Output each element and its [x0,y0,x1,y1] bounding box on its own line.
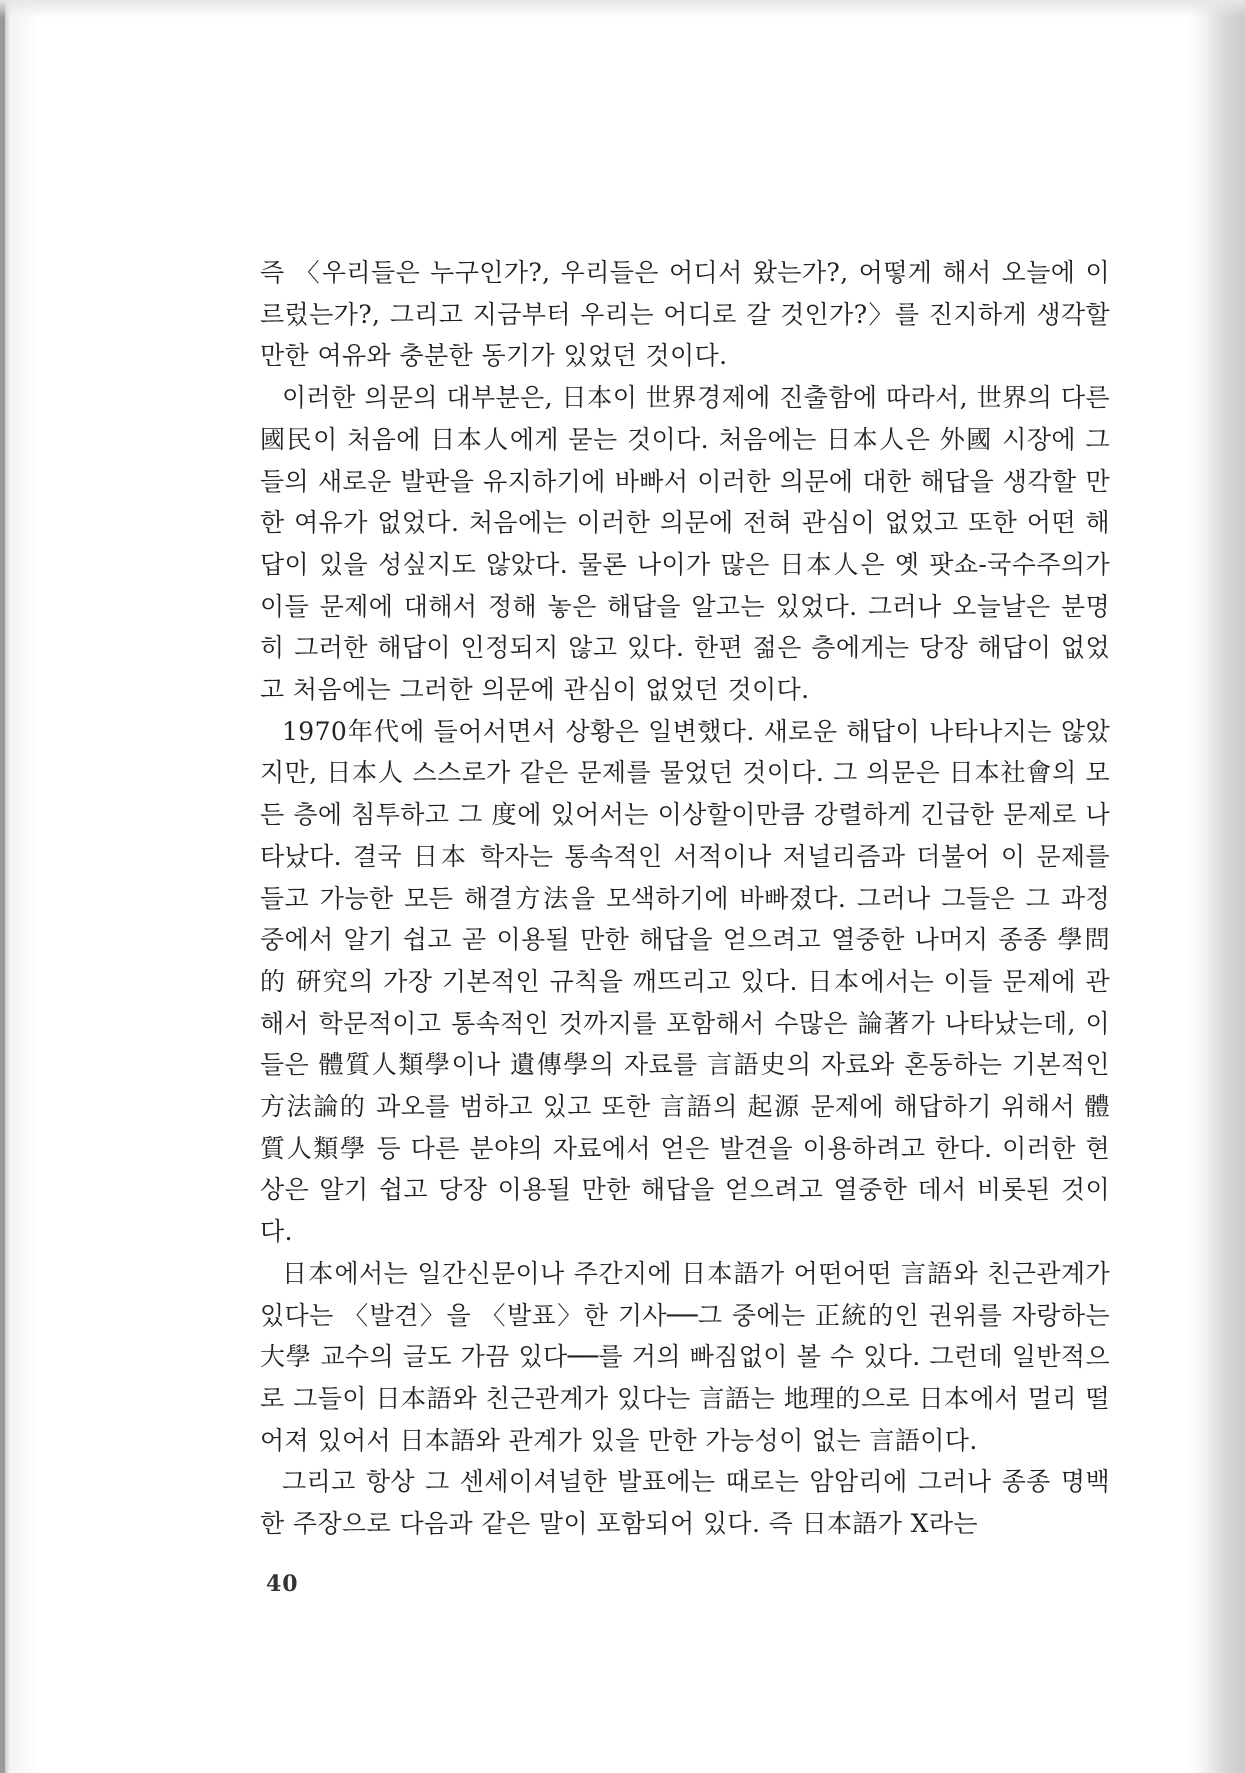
paragraph-4: 日本에서는 일간신문이나 주간지에 日本語가 어떤어떤 言語와 친근관계가 있다는 〈발견〉을 〈발표〉한 기사──그 중에는 正統的인 권위를 자랑하는 大學 교수의 글도 가끔 있다──를 거의 빠짐없이 볼 수 있다. 그런데 일반적으로 그들이 日本語와 친근관계가 있다는 言語는 地理的으로 日本에서 멀리 떨어져 있어서 日本語와 관계가 있을 만한 가능성이 없는 言語이다. [260,1258,1110,1455]
page-number: 40 [266,1571,299,1597]
paragraph-2: 이러한 의문의 대부분은, 日本이 世界경제에 진출함에 따라서, 世界의 다른 國民이 처음에 日本人에게 묻는 것이다. 처음에는 日本人은 外國 시장에 그들의 새로운 발판을 유지하기에 바빠서 이러한 의문에 대한 해답을 생각할 만한 여유가 없었다. 처음에는 이러한 의문에 전혀 관심이 없었고 또한 어떤 해답이 있을 성싶지도 않았다. 물론 나이가 많은 日本人은 옛 팟쇼-국수주의가 이들 문제에 대해서 정해 놓은 해답을 알고는 있었다. 그러나 오늘날은 분명히 그러한 해답이 인정되지 않고 있다. 한편 젊은 층에게는 당장 해답이 없었고 처음에는 그러한 의문에 관심이 없었던 것이다. [260,383,1110,705]
paragraph-3: 1970年代에 들어서면서 상황은 일변했다. 새로운 해답이 나타나지는 않았지만, 日本人 스스로가 같은 문제를 물었던 것이다. 그 의문은 日本社會의 모든 층에 침투하고 그 度에 있어서는 이상할이만큼 강렬하게 긴급한 문제로 나타났다. 결국 日本 학자는 통속적인 서적이나 저널리즘과 더불어 이 문제를 들고 가능한 모든 해결方法을 모색하기에 바빠졌다. 그러나 그들은 그 과정 중에서 알기 쉽고 곧 이용될 만한 해답을 얻으려고 열중한 나머지 종종 學問的 硏究의 가장 기본적인 규칙을 깨뜨리고 있다. 日本에서는 이들 문제에 관해서 학문적이고 통속적인 것까지를 포함해서 수많은 論著가 나타났는데, 이들은 體質人類學이나 遺傳學의 자료를 言語史의 자료와 혼동하는 기본적인 方法論的 과오를 범하고 있고 또한 言語의 起源 문제에 해답하기 위해서 體質人類學 등 다른 분야의 자료에서 얻은 발견을 이용하려고 한다. 이러한 현상은 알기 쉽고 당장 이용될 만한 해답을 얻으려고 열중한 데서 비롯된 것이다. [260,716,1110,1247]
paragraph-5: 그리고 항상 그 센세이셔널한 발표에는 때로는 암암리에 그러나 종종 명백한 주장으로 다음과 같은 말이 포함되어 있다. 즉 日本語가 X라는 [260,1467,1110,1539]
paragraph-1: 즉 〈우리들은 누구인가?, 우리들은 어디서 왔는가?, 어떻게 해서 오늘에 이르렀는가?, 그리고 지금부터 우리는 어디로 갈 것인가?〉를 진지하게 생각할 만한 여유와 충분한 동기가 있었던 것이다. [260,258,1110,371]
page-left-edge [0,0,5,1773]
page-top-shadow [0,0,1245,18]
page-body [260,252,1110,1545]
